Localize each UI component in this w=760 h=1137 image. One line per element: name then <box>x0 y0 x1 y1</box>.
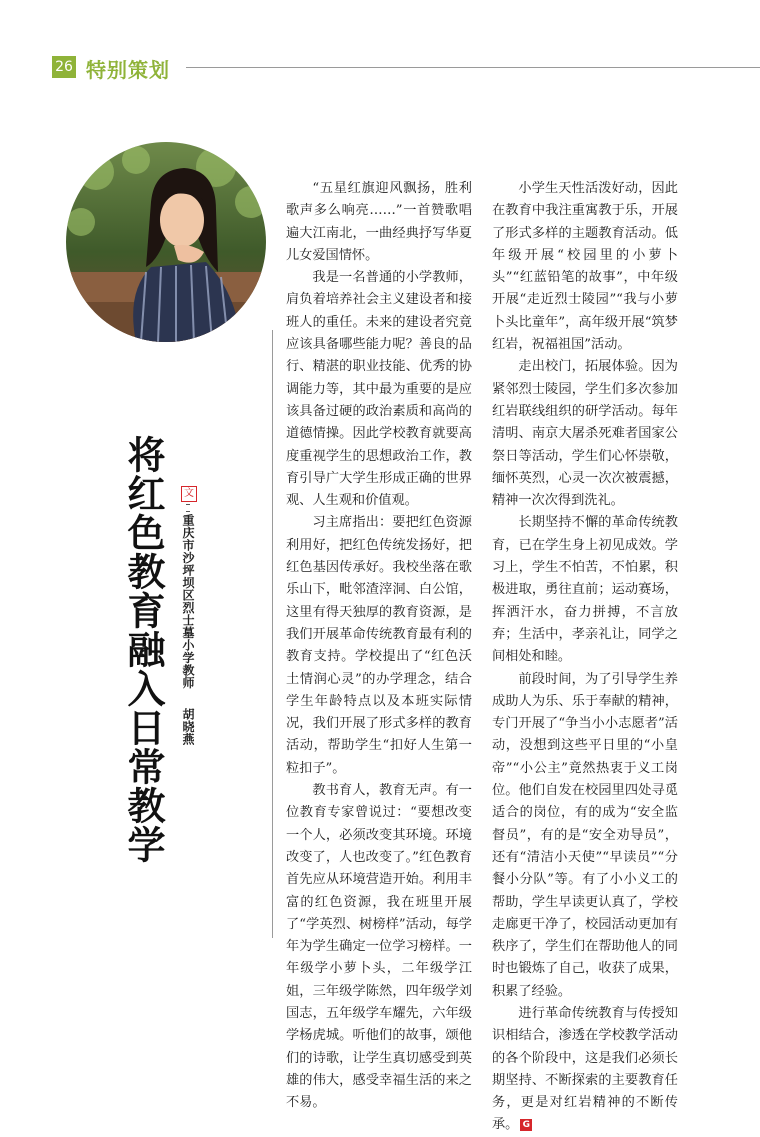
byline <box>178 514 198 745</box>
paragraph: “五星红旗迎风飘扬，胜利歌声多么响亮……”一首赞歌唱遍大江南北，一曲经典抒写华夏儿女爱国情怀。 <box>286 181 472 263</box>
section-title: 特别策划 <box>86 58 170 82</box>
column-divider <box>272 330 273 938</box>
article-title: 将红色教育融入日常教学 <box>121 435 165 864</box>
paragraph: 前段时间，为了引导学生养成助人为乐、乐于奉献的精神，专门开展了“争当小小志愿者”活动，没想到这些平日里的“小皇帝”“小公主”竟然热衷于义工岗位。他们自发在校园里四处寻觅适合的岗位，有的成为“安全监督员”，有的是“安全劝导员”，还有“清洁小天使”“早读员”“分餐小分队”等。有了小小义工的帮助，学生早读更认真了，学校走廊更干净了，校园活动更加有秩序了，学生们在帮助他人的同时也锻炼了自己，收获了成果，积累了经验。 <box>492 671 678 999</box>
page-number: 26 <box>52 56 76 78</box>
paragraph-text: 进行革命传统教育与传授知识相结合，渗透在学校教学活动的各个阶段中，这是我们必须长期坚持、不断探索的主要教育任务，更是对红岩精神的不断传承。 <box>492 1005 678 1133</box>
byline-mark: 文 <box>181 486 197 502</box>
header-rule <box>186 67 760 68</box>
paragraph: 我是一名普通的小学教师，肩负着培养社会主义建设者和接班人的重任。未来的建设者究竟应该具备哪些能力呢？善良的品行、精湛的职业技能、优秀的协调能力等，其中最为重要的是应该具备过硬的政治素质和高尚的道德情操。因此学校教育就要高度重视学生的思想政治工作，教育引导广大学生形成正确的世界观、人生观和价值观。 <box>286 270 472 509</box>
paragraph: 小学生天性活泼好动，因此在教育中我注重寓教于乐，开展了形式多样的主题教育活动。低年级开展“校园里的小萝卜头”“红蓝铅笔的故事”，中年级开展“走近烈士陵园”“我与小萝卜头比童年”，高年级开展“筑梦红岩，祝福祖国”活动。 <box>492 181 678 353</box>
paragraph: 习主席指出：要把红色资源利用好，把红色传统发扬好，把红色基因传承好。我校坐落在歌乐山下，毗邻渣滓洞、白公馆，这里有得天独厚的教育资源，是我们开展革命传统教育最有利的教育支持。学校提出了“红色沃土情润心灵”的办学理念，结合学生年龄特点以及本班实际情况，我们开展了形式多样的教育活动，帮助学生“扣好人生第一粒扣子”。 <box>286 515 472 776</box>
paragraph: 走出校门，拓展体验。因为紧邻烈士陵园，学生们多次参加红岩联线组织的研学活动。每年清明、南京大屠杀死难者国家公祭日等活动，学生们心怀崇敬，缅怀英烈，心灵一次次被震撼，精神一次次得到洗礼。 <box>492 359 678 509</box>
author-name: 胡晓燕 <box>181 707 195 746</box>
author-affiliation: 重庆市沙坪坝区烈士墓小学教师 <box>181 514 195 689</box>
last-paragraph <box>492 1003 678 1137</box>
article-column-2 <box>492 178 678 1137</box>
byline-divider <box>186 504 190 512</box>
end-mark-icon: G <box>520 1119 532 1131</box>
paragraph: 教书育人，教育无声。有一位教育专家曾说过：“要想改变一个人，必须改变其环境。环境改变了，人也改变了。”红色教育首先应从环境营造开始。利用丰富的红色资源，我在班里开展了“学英烈、树榜样”活动，每学年为学生确定一位学习榜样。一年级学小萝卜头，二年级学江姐，三年级学陈然，四年级学刘国志，五年级学车耀先，六年级学杨虎城。听他们的故事，颂他们的诗歌，让学生真切感受到英雄的伟大，感受幸福生活的来之不易。 <box>286 783 472 1111</box>
article-column-1 <box>286 178 472 1114</box>
author-portrait <box>66 142 266 342</box>
paragraph: 长期坚持不懈的革命传统教育，已在学生身上初见成效。学习上，学生不怕苦，不怕累，积极进取，勇往直前；运动赛场，挥洒汗水，奋力拼搏，不言放弃；生活中，孝亲礼让，同学之间相处和睦。 <box>492 515 678 665</box>
